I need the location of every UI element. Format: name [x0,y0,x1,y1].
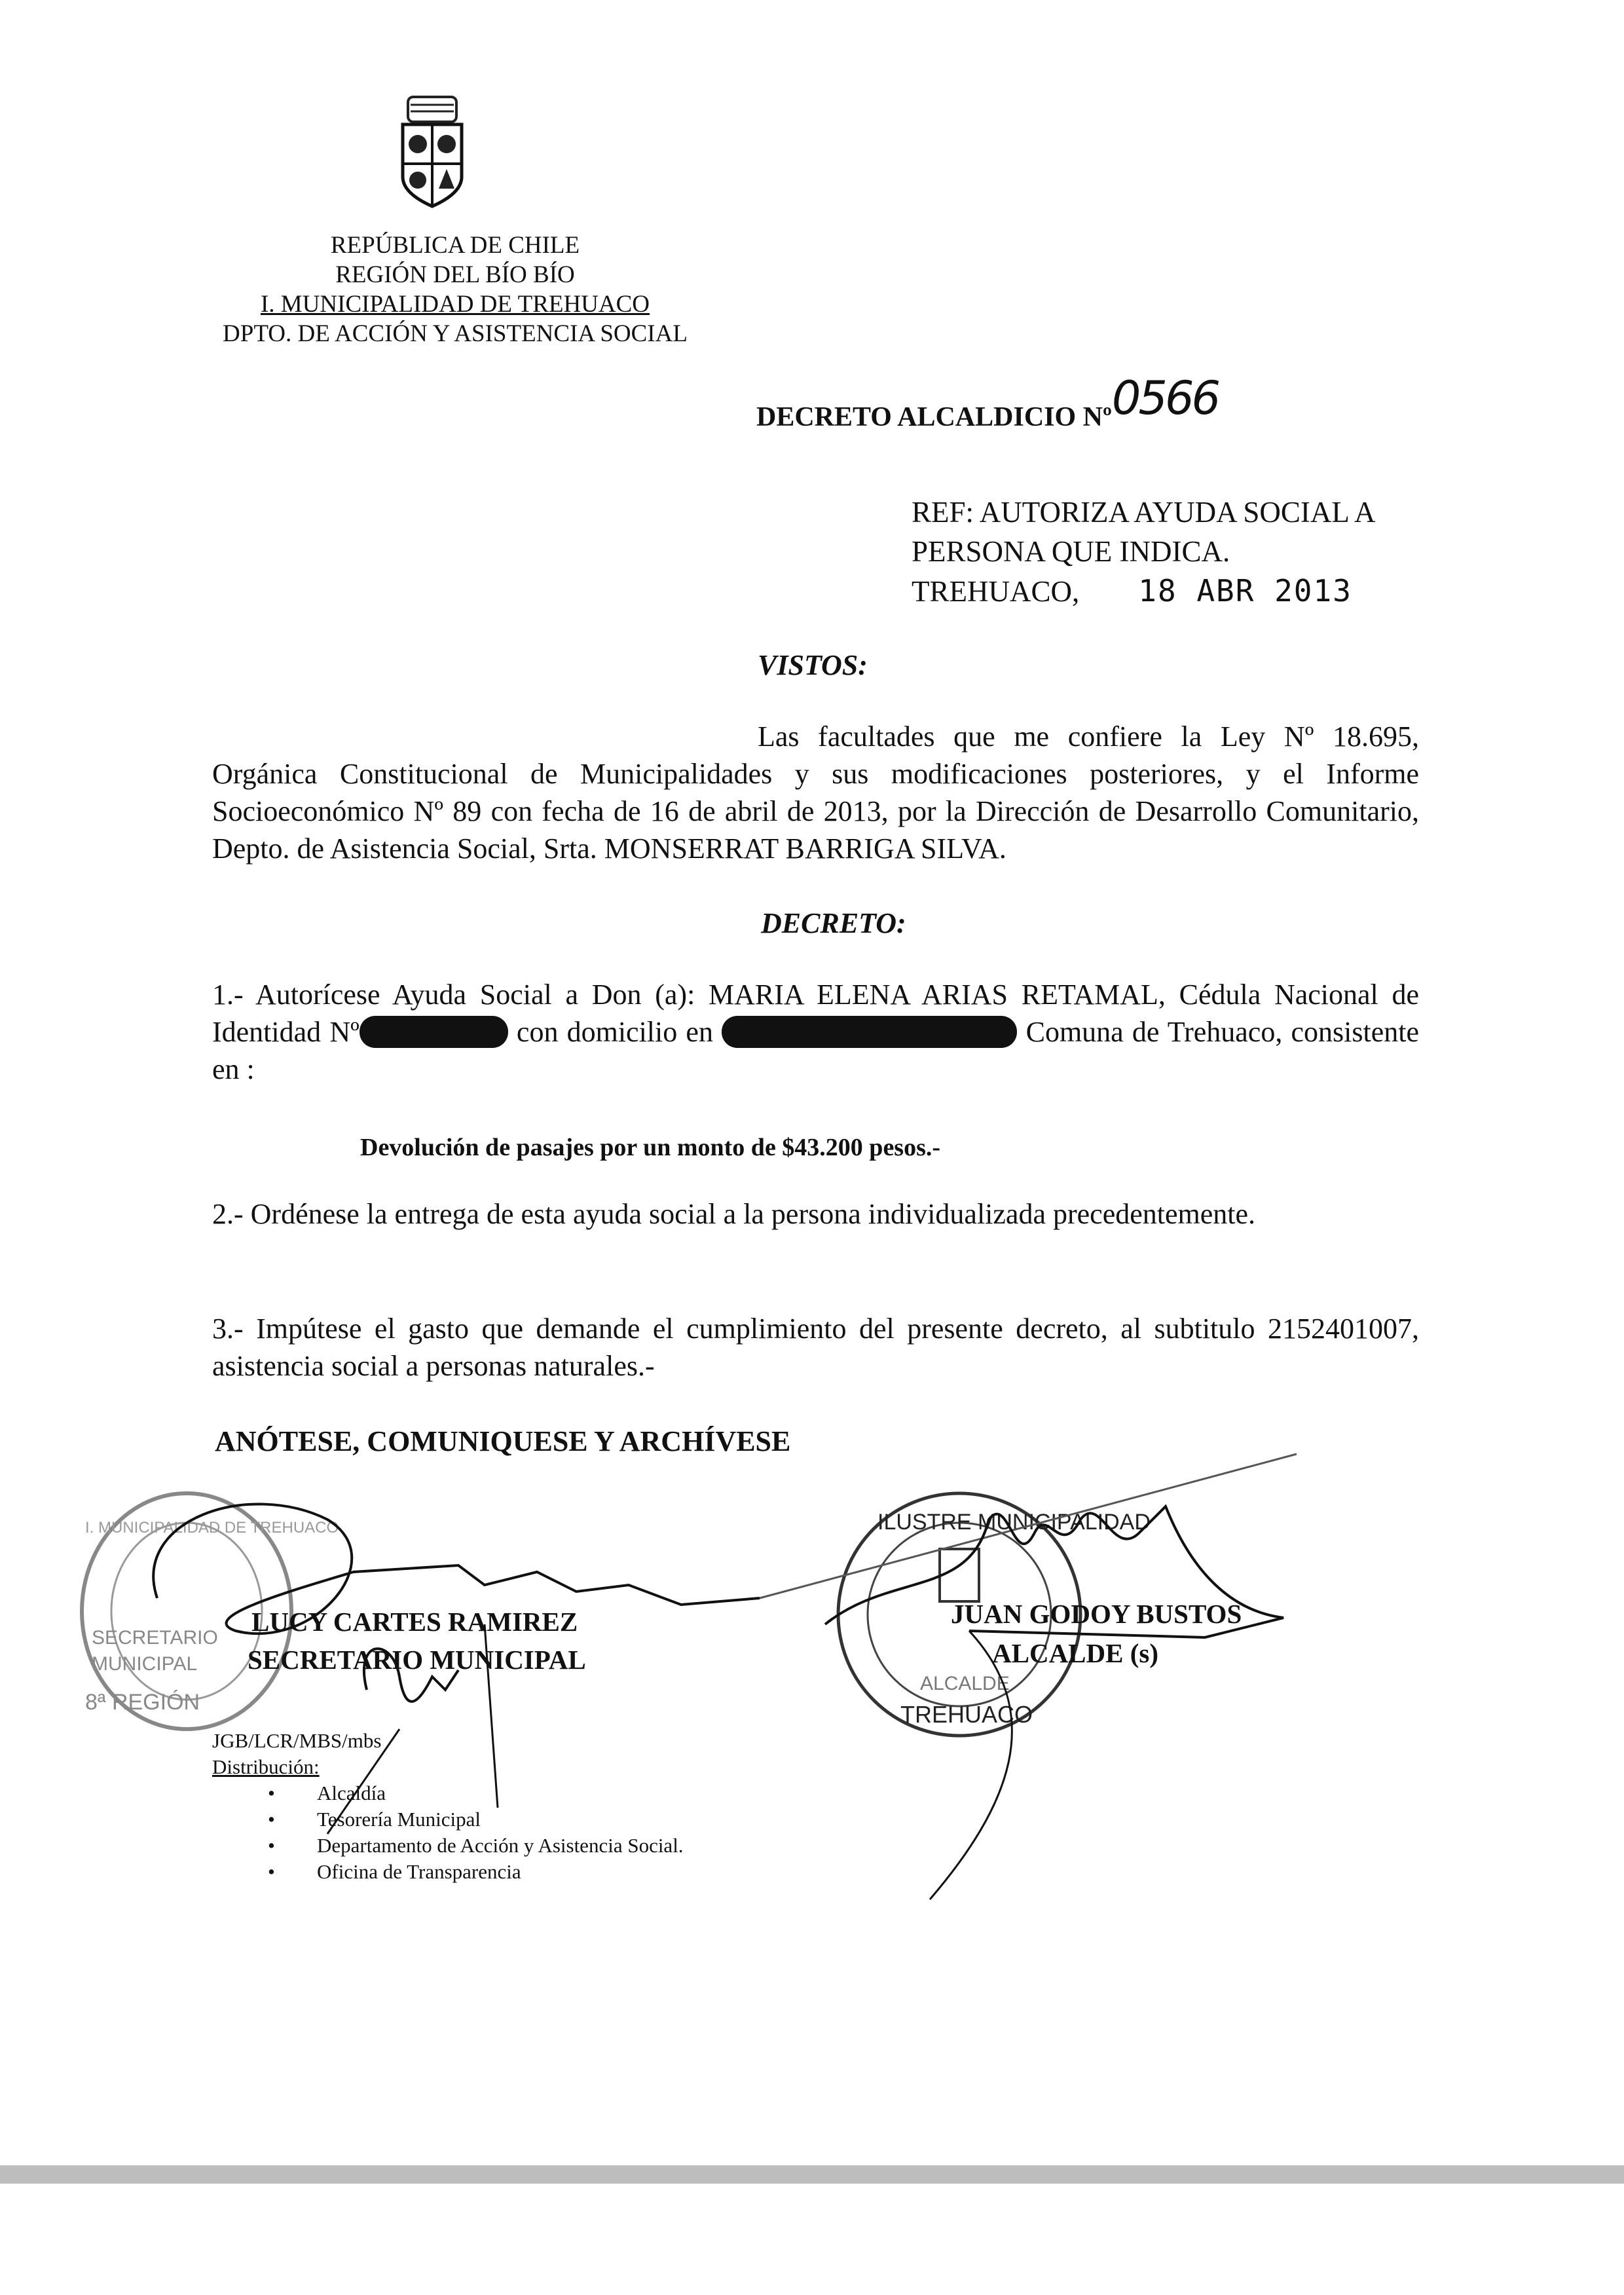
item-2: 2.- Ordénese la entrega de esta ayuda social a la persona individualizada precedentemente. [212,1198,1256,1230]
item-1-domicile: con domicilio en [507,1016,713,1048]
decree-number-handwritten: 0566 [1111,371,1219,425]
item-1-commune: Comuna de Trehuaco, consistente en : [212,1016,1419,1085]
stamp-left-text-2: MUNICIPAL [92,1653,198,1675]
redacted-id: 11290268-6 [360,1016,508,1048]
decreto-heading: DECRETO: [761,907,906,939]
stamp-left-text-1: SECRETARIO [92,1627,218,1649]
stamp-left-text-0: I. MUNICIPALIDAD DE TREHUACO [85,1519,339,1537]
header-municipality: I. MUNICIPALIDAD DE TREHUACO [260,291,650,318]
stamp-right-text-0: ILUSTRE MUNICIPALIDAD [877,1510,1151,1535]
distribution-item: • Tesorería Municipal [212,1806,684,1833]
distribution-list [212,1780,684,1885]
stamp-left-text-3: 8ª REGIÓN [85,1690,200,1715]
distribution-item: • Alcaldía [212,1780,684,1806]
distribution-item: • Departamento de Acción y Asistencia Social. [212,1833,684,1859]
footer [212,1728,684,1885]
header-department: DPTO. DE ACCIÓN Y ASISTENCIA SOCIAL [223,320,688,347]
header-region: REGIÓN DEL BÍO BÍO [335,261,575,288]
mayor-name: JUAN GODOY BUSTOS [951,1599,1242,1629]
vistos-heading: VISTOS: [758,649,868,681]
item-3: 3.- Impútese el gasto que demande el cumplimiento del presente decreto, al subtitulo 2152401007, asistencia social a personas naturales.- [212,1313,1419,1382]
secretary-name: LUCY CARTES RAMIREZ [251,1607,578,1637]
letterhead [196,231,714,348]
reference-block [912,493,1375,611]
header-country: REPÚBLICA DE CHILE [330,232,580,259]
mayor-title: ALCALDE (s) [992,1638,1158,1668]
initials: JGB/LCR/MBS/mbs [212,1729,382,1752]
distribution-item: • Oficina de Transparencia [212,1859,684,1885]
decree-title-text: DECRETO ALCALDICIO Nº [756,402,1112,432]
stamp-right-text-1: ALCALDE [920,1673,1010,1694]
item-1-text: 1.- Autorícese Ayuda Social a Don (a): MARIA ELENA ARIAS RETAMAL, Cédula Nacional de Identidad Nº [212,979,1419,1048]
stamp-right-text-2: TREHUACO [900,1701,1033,1728]
decree-title [756,371,1219,437]
date-stamp: 18 ABR 2013 [1138,573,1352,608]
municipal-crest-logo [396,92,468,210]
place: TREHUACO, [912,575,1080,608]
distribution-label: Distribución: [212,1755,320,1778]
benefit-line: Devolución de pasajes por un monto de $43.200 pesos.- [360,1134,941,1161]
redacted-address: Sector Minas de Leuque [722,1016,1017,1048]
vistos-text: Las facultades que me confiere la Ley Nº 18.695, Orgánica Constitucional de Municipalidades y sus modificaciones posteriores, y el Informe Socioeconómico Nº 89 con fecha de 16 de abril de 2013, por la Dirección de Desarrollo Comunitario, Depto. de Asistencia Social, Srta. MONSERRAT BARRIGA SILVA. [212,720,1419,865]
scan-edge-band [0,2165,1624,2184]
closing-formula: ANÓTESE, COMUNIQUESE Y ARCHÍVESE [215,1425,791,1457]
secretary-title: SECRETARIO MUNICIPAL [248,1645,586,1675]
ref-line-2: PERSONA QUE INDICA. [912,535,1230,568]
item-1 [212,976,1419,1088]
ref-line-1: REF: AUTORIZA AYUDA SOCIAL A [912,496,1376,529]
